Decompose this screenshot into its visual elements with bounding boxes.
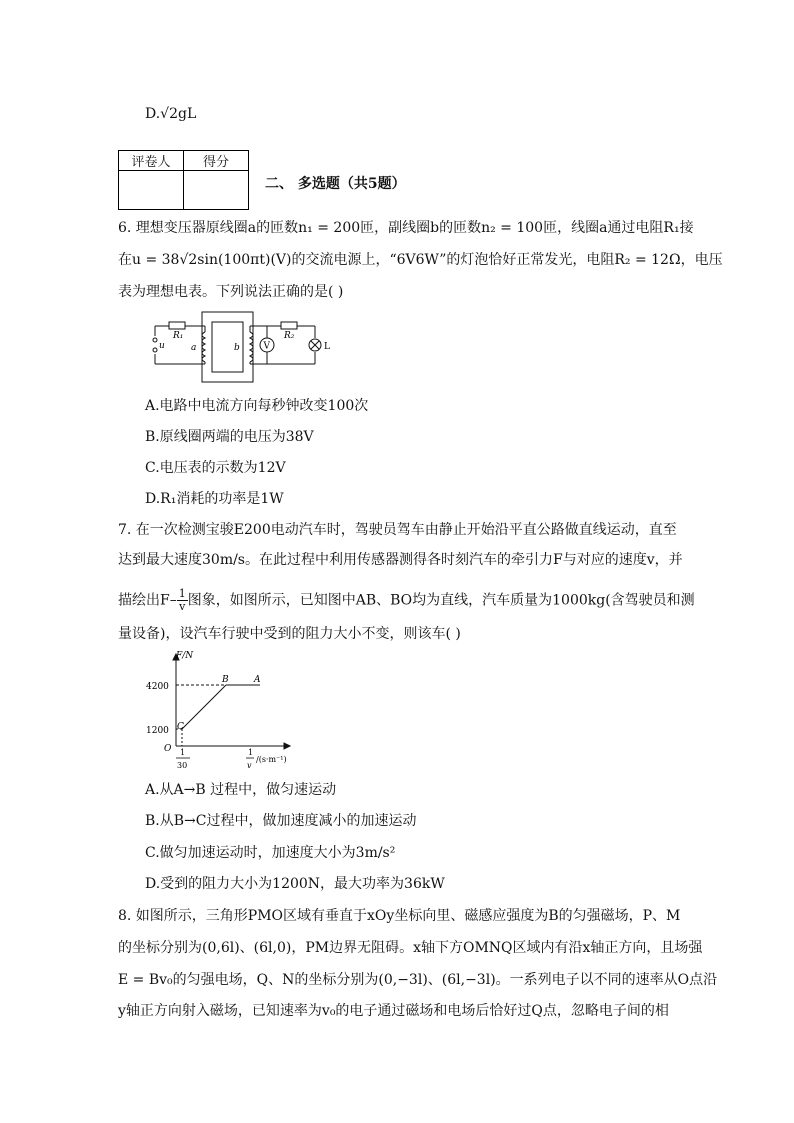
grader-cell[interactable] <box>119 171 184 210</box>
graph-x-label-den: v <box>247 761 252 770</box>
q6-option-b[interactable]: B.原线圈两端的电压为38V <box>145 429 314 445</box>
q6-option-c[interactable]: C.电压表的示数为12V <box>145 460 286 476</box>
q8-line-3: E = Bv₀的匀强电场，Q、N的坐标分别为(0,−3l)、(6l,−3l)。一系列电子以不同的速率从O点沿 <box>118 972 718 988</box>
q6-line-3: 表为理想电表。下列说法正确的是( ) <box>118 284 344 300</box>
q7-option-a[interactable]: A.从A→B 过程中，做匀速运动 <box>145 782 337 798</box>
q7-line-3: 描绘出F– $\frac{1}{v}$ 图象，如图所示，已知图中AB、BO均为直线，汽车质量为1000kg(含驾驶员和测 <box>118 587 695 613</box>
label-a: a <box>191 343 197 353</box>
graph-x-unit: /(s·m⁻¹) <box>256 755 287 764</box>
q7-line-2: 达到最大速度30m/s。在此过程中利用传感器测得各时刻汽车的牵引力F与对应的速度v，并 <box>118 552 683 568</box>
q7-line-1: 7. 在一次检测宝骏E200电动汽车时，驾驶员驾车由静止开始沿平直公路做直线运动，直至 <box>118 522 677 538</box>
q7-option-d[interactable]: D.受到的阻力大小为1200N，最大功率为36kW <box>145 876 445 892</box>
label-r2: R₂ <box>284 331 295 341</box>
q6-line-1: 6. 理想变压器原线圈a的匝数n₁ = 200匝，副线圈b的匝数n₂ = 100匝，线圈a通过电阻R₁接 <box>118 220 694 236</box>
q8-line-2: 的坐标分别为(0,6l)、(6l,0)，PM边界无阻碍。x轴下方OMNQ区域内有沿x轴正方向，且场强 <box>118 940 703 956</box>
option-d-prev: D.√2gL <box>145 106 197 122</box>
f-vs-inverse-v-graph <box>140 648 300 774</box>
score-cell[interactable] <box>184 171 249 210</box>
label-u: u <box>159 341 165 351</box>
q8-line-4: y轴正方向射入磁场，已知速率为v₀的电子通过磁场和电场后恰好过Q点，忽略电子间的相 <box>118 1003 669 1019</box>
graph-origin: O <box>164 744 172 754</box>
score-header: 得分 <box>184 151 249 171</box>
graph-y-high: 4200 <box>146 682 169 692</box>
graph-point-c: C <box>177 722 184 732</box>
label-voltmeter: V <box>263 341 270 352</box>
score-table <box>118 150 249 210</box>
q6-option-d[interactable]: D.R₁消耗的功率是1W <box>145 491 284 507</box>
graph-point-a: A <box>254 675 261 685</box>
label-r1: R₁ <box>173 331 184 341</box>
q7-line-4: 量设备)，设汽车行驶中受到的阻力大小不变，则该车( ) <box>118 626 461 642</box>
graph-x-tick-den: 30 <box>177 761 188 770</box>
transformer-circuit-diagram <box>145 308 335 386</box>
graph-x-tick-num: 1 <box>180 748 186 757</box>
graph-point-b: B <box>222 675 229 685</box>
section-title: 二、 多选题（共5题） <box>265 176 406 192</box>
q6-option-a[interactable]: A.电路中电流方向每秒钟改变100次 <box>145 398 369 414</box>
q8-line-1: 8. 如图所示，三角形PMO区域有垂直于xOy坐标向里、磁感应强度为B的匀强磁场，P、M <box>118 908 681 924</box>
graph-y-label: F/N <box>176 651 194 661</box>
q6-line-2: 在u = 38√2sin(100πt)(V)的交流电源上，“6V6W”的灯泡恰好正常发光，电阻R₂ = 12Ω，电压 <box>118 252 723 268</box>
q7-inline-fraction: $\frac{1}{v}$ <box>178 587 186 613</box>
q7-option-c[interactable]: C.做匀加速运动时，加速度大小为3m/s² <box>145 845 396 861</box>
q7-option-b[interactable]: B.从B→C过程中，做加速度减小的加速运动 <box>145 813 417 829</box>
label-lamp: L <box>324 342 330 352</box>
graph-x-label-num: 1 <box>248 748 254 757</box>
grader-header: 评卷人 <box>119 151 184 171</box>
label-b: b <box>234 343 240 353</box>
graph-y-low: 1200 <box>146 726 169 736</box>
